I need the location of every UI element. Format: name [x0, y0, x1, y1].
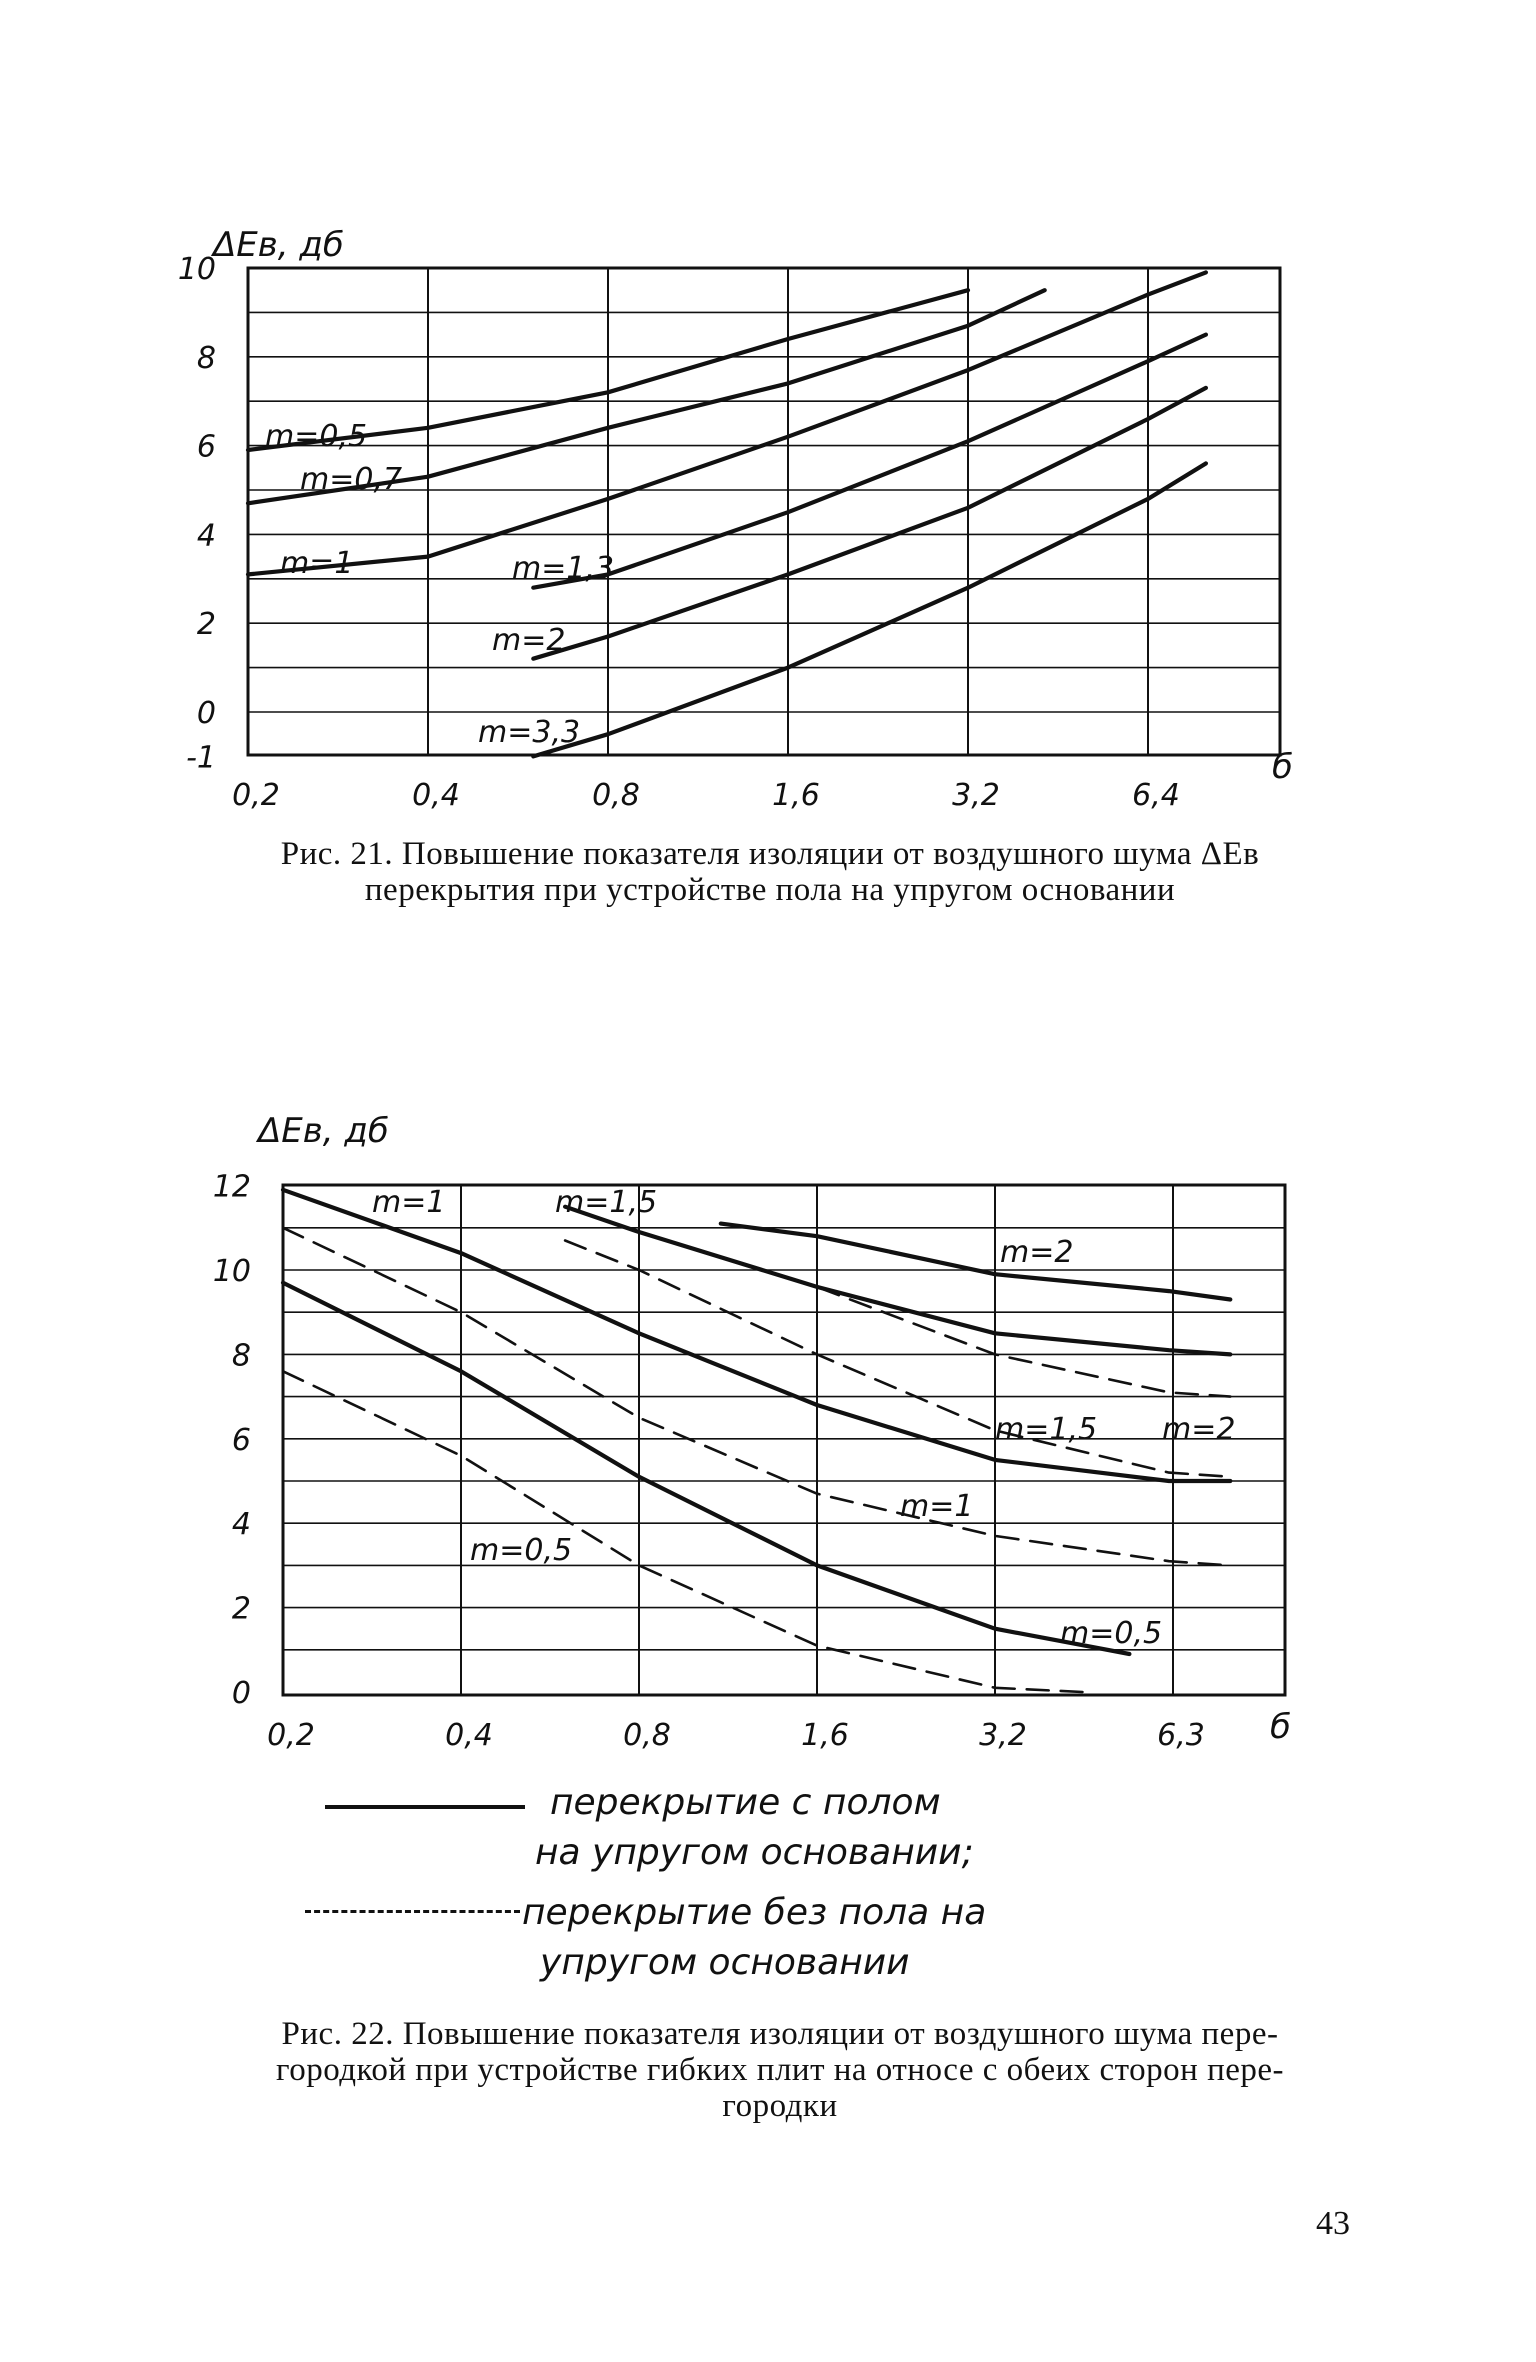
y-tick-label: 2	[196, 607, 216, 643]
y-tick-label: -1	[186, 740, 216, 776]
series-label: m=0,5	[1060, 1616, 1163, 1651]
figure-22-caption	[180, 2016, 1380, 2124]
y-tick-label: 0	[231, 1676, 251, 1711]
x-tick-label: 6,3	[1157, 1718, 1205, 1753]
caption-line: Рис. 21. Повышение показателя изоляции от воздушного шума ΔЕв	[280, 836, 1260, 872]
series-label: m=1,5	[995, 1412, 1098, 1447]
x-tick-label: 6,4	[1132, 778, 1180, 813]
x-tick-label: 0,4	[445, 1718, 493, 1753]
x-tick-label: 0,4	[412, 778, 460, 813]
legend-line-text: упругом основании	[540, 1942, 910, 1983]
x-axis-label: б	[1272, 747, 1293, 787]
series-label: m=0,5	[265, 419, 368, 454]
series-label: m=1,5	[555, 1185, 658, 1220]
y-axis-label: ΔEв, дб	[258, 1111, 389, 1151]
y-tick-label: 8	[196, 340, 216, 376]
series-label: m=1	[280, 546, 354, 581]
series-label: m=0,5	[470, 1533, 573, 1568]
y-axis-label: ΔEв, дб	[213, 225, 344, 265]
x-tick-label: 3,2	[952, 778, 1000, 813]
series-label: m=1,3	[512, 551, 615, 586]
series-line-m-0-5-solid	[283, 1283, 1129, 1654]
x-tick-label: 0,2	[267, 1718, 315, 1753]
x-tick-label: 0,2	[232, 778, 280, 813]
y-tick-label: 10	[177, 252, 216, 287]
series-label: m=1	[372, 1185, 446, 1220]
series-label: m=0,7	[300, 462, 403, 497]
series-label: m=2	[1162, 1412, 1236, 1447]
legend-line-text: перекрытие без пола на	[522, 1892, 987, 1933]
caption-line: Рис. 22. Повышение показателя изоляции от воздушного шума пере-	[281, 2016, 1279, 2052]
legend-line-text: перекрытие с полом	[550, 1782, 941, 1823]
series-line-m-1-5-dashed	[565, 1241, 1230, 1477]
y-tick-label: 6	[231, 1422, 251, 1458]
legend-line-text: на упругом основании;	[535, 1832, 974, 1873]
x-axis-label: б	[1270, 1707, 1291, 1747]
y-tick-label: 4	[231, 1507, 251, 1543]
legend-dashed-label	[522, 1888, 986, 1988]
series-label: m=2	[492, 623, 566, 658]
series-line-m-1-5-solid	[565, 1207, 1230, 1355]
y-tick-label: 2	[231, 1591, 251, 1627]
legend-solid-label	[535, 1778, 974, 1878]
y-tick-label: 8	[231, 1338, 251, 1374]
x-tick-label: 0,8	[592, 778, 640, 813]
series-label: m=1	[900, 1489, 974, 1524]
x-tick-label: 3,2	[979, 1718, 1027, 1753]
page-number: 43	[1316, 2205, 1350, 2242]
series-line-m-0-5-dashed	[283, 1371, 1083, 1692]
y-tick-label: 4	[196, 518, 216, 554]
x-tick-label: 1,6	[801, 1718, 849, 1753]
caption-line: городки	[722, 2088, 838, 2124]
legend-solid-swatch	[325, 1805, 525, 1809]
y-tick-label: 12	[212, 1169, 251, 1205]
caption-line: городкой при устройстве гибких плит на относе с обеих сторон пере-	[275, 2052, 1285, 2088]
caption-line: перекрытия при устройстве пола на упругом основании	[364, 872, 1176, 908]
series-line-m-2-solid	[721, 1224, 1231, 1300]
series-label: m=3,3	[478, 715, 581, 750]
y-tick-label: 10	[212, 1254, 251, 1289]
y-tick-label: 6	[196, 429, 216, 465]
x-tick-label: 1,6	[772, 778, 820, 813]
y-tick-label: 0	[196, 696, 216, 731]
series-label: m=2	[1000, 1235, 1074, 1270]
x-tick-label: 0,8	[623, 1718, 671, 1753]
legend-dashed-swatch	[305, 1910, 520, 1913]
